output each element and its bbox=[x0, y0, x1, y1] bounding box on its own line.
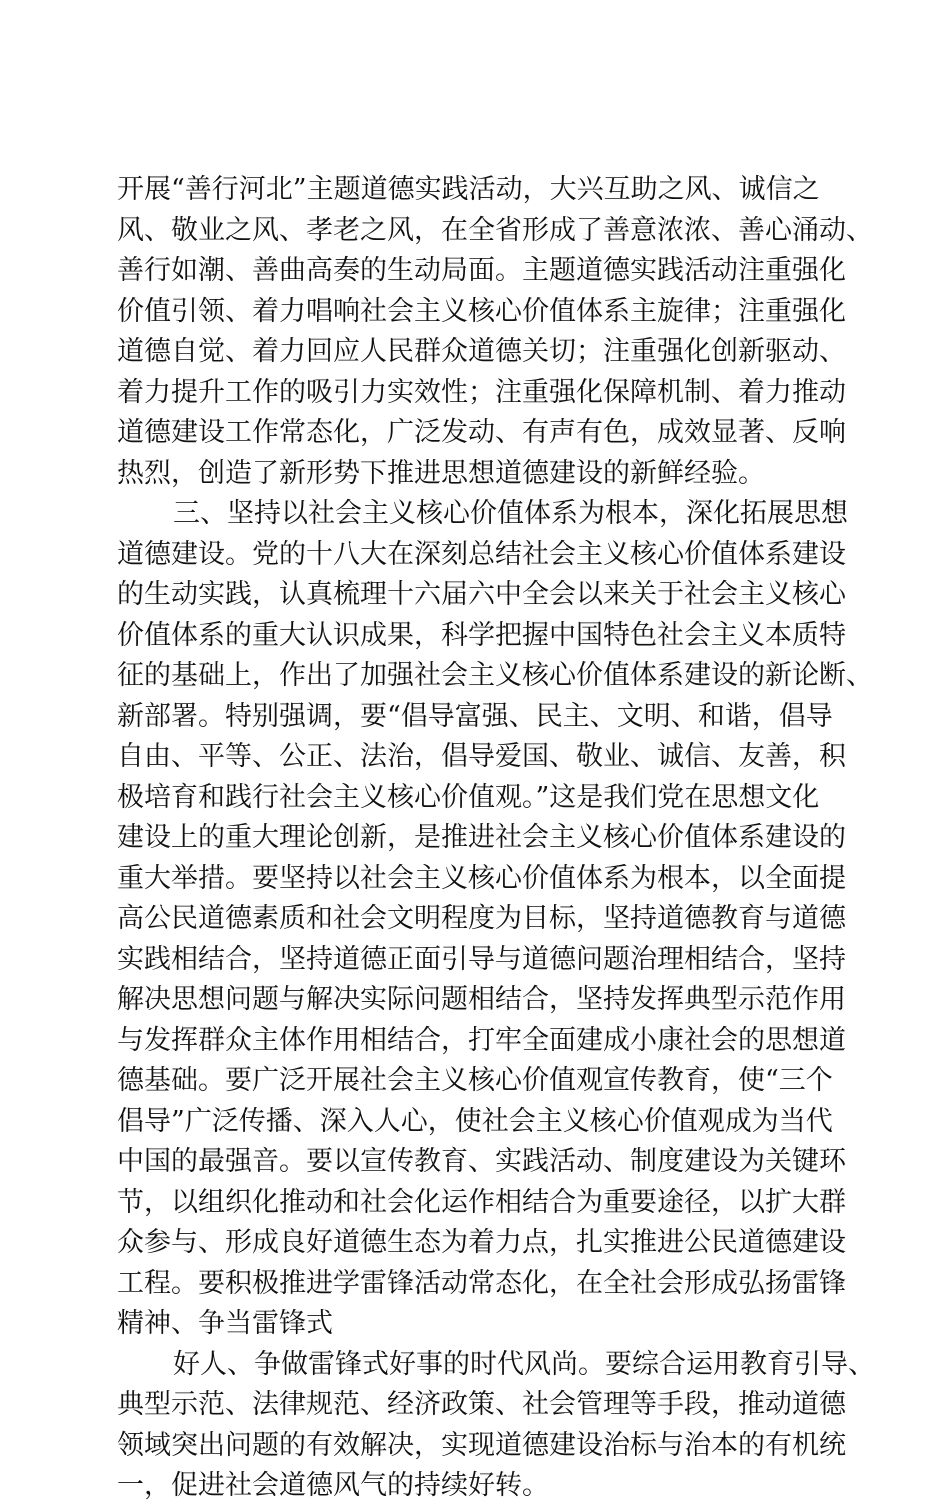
text-line: 重大举措。要坚持以社会主义核心价值体系为根本，以全面提 bbox=[117, 862, 846, 894]
paragraph-start-line: 三、坚持以社会主义核心价值体系为根本，深化拓展思想 bbox=[173, 498, 848, 529]
text-line: 工程。要积极推进学雷锋活动常态化，在全社会形成弘扬雷锋 bbox=[117, 1267, 846, 1299]
text-line: 道德建设。党的十八大在深刻总结社会主义核心价值体系建设 bbox=[117, 538, 846, 570]
text-line: 建设上的重大理论创新，是推进社会主义核心价值体系建设的 bbox=[117, 822, 846, 853]
text-line: 着力提升工作的吸引力实效性；注重强化保障机制、着力推动 bbox=[117, 376, 846, 408]
text-line: 热烈，创造了新形势下推进思想道德建设的新鲜经验。 bbox=[117, 457, 765, 489]
text-line: 的生动实践，认真梳理十六届六中全会以来关于社会主义核心 bbox=[117, 579, 846, 610]
text-line: 高公民道德素质和社会文明程度为目标，坚持道德教育与道德 bbox=[117, 903, 846, 934]
text-line: 风、敬业之风、孝老之风，在全省形成了善意浓浓、善心涌动、 bbox=[117, 214, 873, 246]
text-line: 道德建设工作常态化，广泛发动、有声有色，成效显著、反响 bbox=[117, 417, 846, 448]
text-line: 极培育和践行社会主义核心价值观。”这是我们党在思想文化 bbox=[117, 781, 820, 813]
text-line: 中国的最强音。要以宣传教育、实践活动、制度建设为关键环 bbox=[117, 1146, 846, 1177]
text-line: 领域突出问题的有效解决，实现道德建设治标与治本的有机统 bbox=[117, 1429, 846, 1461]
paragraph-start-line: 好人、争做雷锋式好事的时代风尚。要综合运用教育引导、 bbox=[173, 1348, 875, 1380]
text-line: 一，促进社会道德风气的持续好转。 bbox=[117, 1470, 549, 1501]
text-line: 德基础。要广泛开展社会主义核心价值观宣传教育，使“三个 bbox=[117, 1065, 833, 1096]
text-line: 倡导”广泛传播、深入人心，使社会主义核心价值观成为当代 bbox=[117, 1105, 833, 1137]
text-line: 开展“善行河北”主题道德实践活动，大兴互助之风、诚信之 bbox=[117, 174, 820, 205]
text-line: 价值体系的重大认识成果，科学把握中国特色社会主义本质特 bbox=[117, 619, 846, 651]
text-line: 典型示范、法律规范、经济政策、社会管理等手段，推动道德 bbox=[117, 1389, 846, 1420]
text-line: 精神、争当雷锋式 bbox=[117, 1308, 333, 1339]
text-line: 实践相结合，坚持道德正面引导与道德问题治理相结合，坚持 bbox=[117, 943, 846, 975]
text-line: 道德自觉、着力回应人民群众道德关切；注重强化创新驱动、 bbox=[117, 336, 846, 367]
text-line: 节，以组织化推动和社会化运作相结合为重要途径，以扩大群 bbox=[117, 1186, 846, 1218]
body-text bbox=[117, 170, 875, 1507]
text-line: 解决思想问题与解决实际问题相结合，坚持发挥典型示范作用 bbox=[117, 984, 846, 1015]
text-line: 价值引领、着力唱响社会主义核心价值体系主旋律；注重强化 bbox=[117, 295, 846, 327]
text-line: 新部署。特别强调，要“倡导富强、民主、文明、和谐，倡导 bbox=[117, 700, 833, 732]
text-line: 众参与、形成良好道德生态为着力点，扎实推进公民道德建设 bbox=[117, 1227, 846, 1258]
text-line: 自由、平等、公正、法治，倡导爱国、敬业、诚信、友善，积 bbox=[117, 741, 846, 772]
text-line: 善行如潮、善曲高奏的生动局面。主题道德实践活动注重强化 bbox=[117, 255, 846, 286]
text-line: 与发挥群众主体作用相结合，打牢全面建成小康社会的思想道 bbox=[117, 1024, 846, 1056]
text-line: 征的基础上，作出了加强社会主义核心价值体系建设的新论断、 bbox=[117, 660, 873, 691]
